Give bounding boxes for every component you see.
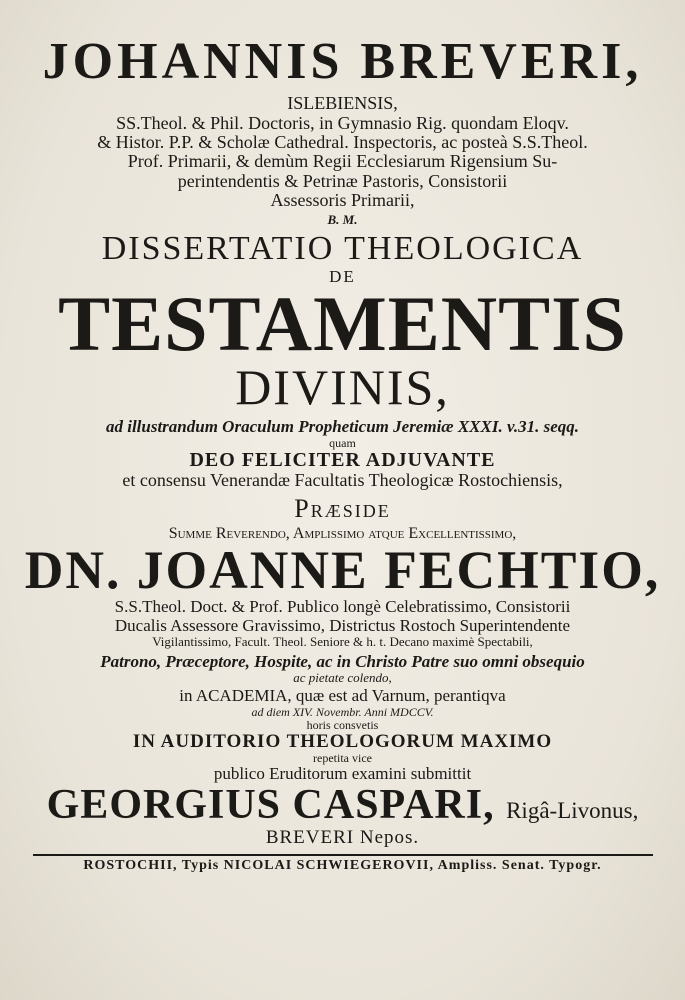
author-origin: ISLEBIENSIS,: [287, 93, 398, 114]
author-title-line: SS.Theol. & Phil. Doctoris, in Gymnasio Rig. quondam Eloqv.: [116, 112, 569, 133]
pietate-line: ac pietate colendo,: [293, 670, 392, 686]
beatae-memoriae-mark: B. M.: [327, 211, 358, 227]
respondent-name: GEORGIUS CASPARI,: [46, 782, 495, 829]
title-preposition: DE: [329, 266, 356, 286]
horis-line: horis consvetis: [306, 717, 379, 732]
author-title-line: perintendentis & Petrinæ Pastoris, Consistorii: [177, 170, 508, 191]
author-title-line: Assessoris Primarii,: [270, 190, 415, 211]
imprint-line: ROSTOCHII, Typis NICOLAI SCHWIEGEROVII, Ampliss. Senat. Typogr.: [83, 858, 602, 874]
respondent-origin: Rigâ-Livonus,: [506, 798, 639, 824]
title-purpose: ad illustrandum Oraculum Propheticum Jeremiæ XXXI. v.31. seqq.: [105, 417, 580, 437]
respondent-relation: BREVERI Nepos.: [265, 826, 420, 848]
praeses-name: DN. JOANNE FECHTIO,: [24, 540, 661, 601]
main-title: TESTAMENTIS: [58, 279, 627, 367]
praeses-title-small: Vigilantissimo, Facult. Theol. Seniore & h. t. Decano maximè Spectabili,: [152, 633, 533, 649]
imprint-rule: [33, 854, 653, 856]
main-title-second-line: DIVINIS,: [235, 359, 450, 416]
praeses-title-line: S.S.Theol. Doct. & Prof. Publico longè Celebratissimo, Consistorii: [114, 597, 571, 617]
author-title-line: Prof. Primarii, & demùm Regii Ecclesiarum Rigensium Su-: [127, 151, 558, 172]
praeses-title-line: Ducalis Assessore Gravissimo, Districtus Rostoch Superintendente: [114, 615, 571, 635]
praeside-heading: Præside: [294, 493, 391, 523]
author-name: JOHANNIS BREVERI,: [42, 33, 643, 90]
praeses-honorifics: Summe Reverendo, Amplissimo atque Excellentissimo,: [168, 524, 517, 542]
deo-adjuvante: DEO FELICITER ADJUVANTE: [189, 448, 496, 471]
repetita-line: repetita vice: [313, 751, 372, 766]
quam-word: quam: [329, 435, 356, 450]
author-title-line: & Histor. P.P. & Scholæ Cathedral. Inspectoris, ac posteà S.S.Theol.: [97, 132, 588, 153]
faculty-consent: et consensu Venerandæ Facultatis Theologicæ Rostochiensis,: [122, 470, 563, 491]
academia-line: in ACADEMIA, quæ est ad Varnum, perantiqva: [179, 686, 506, 706]
respondent-line: [0, 783, 685, 827]
dissertation-heading: DISSERTATIO THEOLOGICA: [101, 229, 584, 267]
defense-date: ad diem XIV. Novembr. Anni MDCCV.: [251, 704, 434, 719]
examination-line: publico Eruditorum examini submittit: [213, 764, 472, 784]
auditorium-line: IN AUDITORIO THEOLOGORUM MAXIMO: [132, 730, 553, 752]
patrono-line: Patrono, Præceptore, Hospite, ac in Christo Patre suo omni obsequio: [100, 651, 585, 671]
